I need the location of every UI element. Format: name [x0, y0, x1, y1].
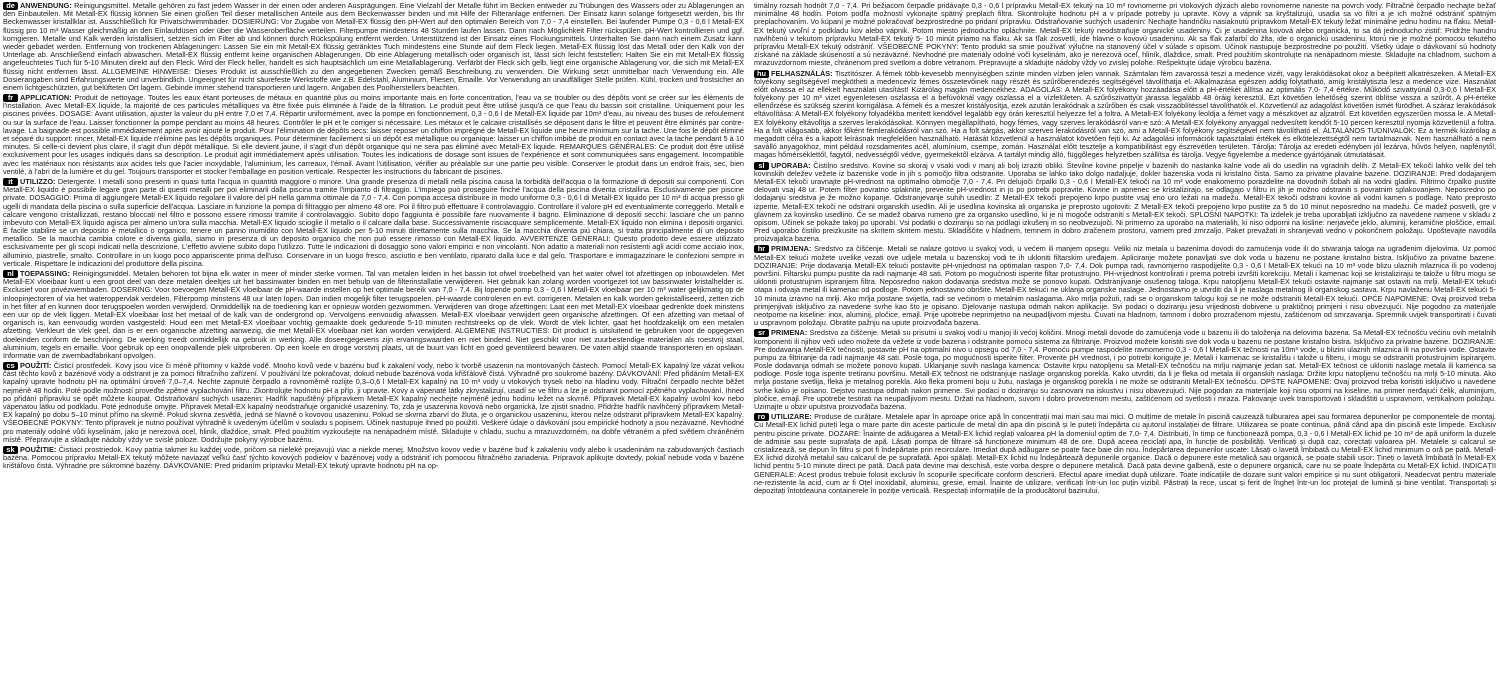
section-text-ro: Produse de curățare. Metalele apar în aproape orice apă în concentrații mai mari sau mai mici. O mulțime de metale în piscină cauzează tulburarea apei sau formarea depunerilor pe componentele de montaj. Cu Metall-EX lichid puteți lega o mare parte din aceste particule de metal din apa din piscină și le puteți îndepărta cu ajutorul instalației de filtrare. Utilizarea se poate continua, până când apa din piscină este limpede. Exclusiv pentru piscine private. DOZARE: Înainte de adăugarea a Metall-EX lichid reglați valoarea pH la domeniul optim de 7,0- 7,4. Distribuiți, în timp ce funcționează pompa, 0,3 - 0,6 l Metall-EX lichid pe 10 m³ de apă uniform la duzele de admisie sau peste suprafața de apă. Lăsați pompa de filtrare să funcționeze minimum 48 de ore. După aceea reciclați apa, în funcție de posibilități. Verificați și după caz, corectați valoarea pH. Metalele și calcarul se cristalizează, se depun în filtru și pot fi îndepărtate prin recirculare. Imediat după adăugare se poate face baie din nou. Îndepărtarea depunerilor uscate: Lăsați o lavetă îmbibată cu Metall-EX lichid minimum o oră pe pată. Metall-EX lichid dizolvă metalul sau calcarul de pe suprafață. Apoi spălați. Metall-EX lichid nu îndepărtează depunerile organice. Dacă o depunere este metalică sau organică, se poate stabili ușor: Țineți o lavetă îmbibată în Metall-EX lichid pentru 5-10 minute direct pe pată. Dacă pata devine mai deschisă, este vorba despre o depunere metalică. Dacă pata devine galbenă, este o depunere organică, care nu se poate îndepărta cu Metall-EX lichid. INDICAȚII GENERALE: Acest produs trebuie folosit exclusiv în scopurile specificate conform descrierii. Efectul apare imediat după utilizare. Toate indicațiile de dozare sunt valori empirice și nu sunt obligatorii. Neadecvat pentru materiale ne-rezistente la acid, cum ar fi Oțel inoxidabil, aluminiu, gresie, email. Înainte de utilizare, verificați într-un loc puțin vizibil. Păstrați la rece, uscat și ferit de îngheț într-un loc protejat de lumină și bine ventilat. Transportați și depozitați întotdeauna containerele în poziție verticală. Respectați informațiile de la producătorul bazinului.: [754, 412, 1496, 495]
section-sk: [3, 446, 744, 471]
section-fr: [3, 94, 744, 176]
section-text-cs: Čisticí prostředek. Kovy jsou více či méně přítomny v každé vodě. Mnoho kovů vede v bazénu buď k zakalení vody, nebo k tvorbě usazenin na montovaných částech. Pomocí Metall-EX kapalný lze vázat velkou část těchto kovů z bazénové vody a odstranit je za pomoci filtračního zařízení. V používání lze pokračovat, dokud nebude bazénová voda křišťálově čistá. Výhradně pro soukromé bazény. DÁVKOVÁNÍ: Před přidáním Metall-EX kapalný upravte hodnotu pH na optimální úroveň 7,0–7,4. Nechte zapnuté čerpadlo a rovnoměrně rozlijte 0,3–0,6 l Metall-EX kapalný na 10 m³ vody u vtokových trysek nebo na hladinu vody. Filtrační čerpadlo nechte běžet nejméně 48 hodin. Poté podle možností proveďte zpětné vyplachování filtru. Zkontrolujte hodnotu pH a příp. ji upravte. Kovy a vápenaté látky zkrystalizují, usadí se ve filtru a lze je odstranit pomocí zpětného vyplachování. Ihned po přidání přípravku se opět můžete koupat. Odstraňování suchých usazenin: Hadřík napuštěný přípravkem Metall-EX kapalný nechejte nejméně jednu hodinu ležet na skvrně. Přípravek Metall-EX kapalný uvolní kov nebo vápenatou látku od podkladu. Poté jednoduše omyjte. Přípravek Metall-EX kapalný neodstraňuje organické usazeniny. To, zda je usazenina kovová nebo organická, lze zjistit snadno. Přidržte hadřík navlhčený přípravkem Metall-EX kapalný po dobu 5–10 minut přímo na skvrně. Pokud skvrna zesvětlá, jedná se hlavně o kovovou usazeninu. Pokud se skvrna zbarví do žluta, je o organickou usazeninu, kterou nelze odstranit přípravkem Metall-EX kapalný. VŠEOBECNÉ POKYNY: Tento přípravek je nutno používat výhradně k uvedeným účelům v souladu s popisem. Účinek nastupuje ihned po použití. Veškeré údaje o dávkování jsou empirické hodnoty a jsou nezávazné. Nevhodné pro materiály odolné vůči kyselinám, jako je nerezová ocel, hliník, dlaždice, smalt. Před použitím vyzkoušejte na nenápadném místě. Skladujte v chladu, suchu a mrazuvzdorném, na dobře větraném a před světlem chráněném místě. Přepravujte a skladujte nádoby vždy ve svislé poloze. Dodržujte pokyny výrobce bazénu.: [3, 361, 744, 444]
language-badge-cs: cs: [3, 362, 18, 370]
section-heading-hu: FELHASZNÁLÁS:: [771, 68, 833, 78]
section-sk-continuation: timálny rozsah hodnôt 7,0 - 7,4. Pri bežiacom čerpadle pridávajte 0,3 - 0,6 l prípravku Metall-EX tekutý na 10 m³ rovnomerne pri vtokových dýzach alebo rovnomerne naneste na povrch vody. Filtračné čerpadlo nechajte bežať minimálne 48 hodín. Potom podľa možností vykonajte spätný preplach filtra. Skontrolujte hodnotu pH a v prípade potreby ju upravte. Kovy a vápnik sa kryštalizujú, usadia sa vo filtri a je ich možné odstrániť spätným preplachovaním. Vo kúpaní je možné pokračovať bezprostredne po pridaní prípravku. Odstraňovanie suchých usadenín: Nechajte handričku nasiaknutú prípravkom Metall-EX tekutý ležať minimálne jednu hodinu na fľaku. Metall-EX tekutý uvoľní z podkladu kov alebo vápnik. Potom miesto jednoducho opláchnite. Metall-EX tekutý neodstraňuje organické usadeniny. Či je usadenina kovová alebo organická, to sa dá jednoducho zistiť: Pridržte handru navlhčenú v tekutom prípravku Metall-EX tekutý 5- 10 minút priamo na fľaku. Ak sa fľak zosvetlí, ide hlavne o kovovú usadeninu. Ak sa fľak zafarbí do žlta, ide o organickú usadeninu, ktorú nie je možné pomocou tekutého prípravku Metall-EX tekutý odstrániť. VŠEOBECNÉ POKYNY: Tento produkt sa smie používať výlučne na stanovený účel v súlade s opisom. Účinok nastupuje bezprostredne po použití. Všetky údaje o dávkovaní sú hodnoty získané na základe skúseností a sú nezáväzné. Nevhodné pre materiály odolné voči kyselinám, ako je nerezová oceľ, hliník, dlaždice, smalt. Pred použitím skontrolujte na nenápadnom mieste. Skladujte na chladnom, suchom a mrazuvzdornom mieste, chránenom pred svetlom a dobre vetranom. Prepravujte a skladujte nádoby vždy vo zvislej polohe. Rešpektujte údaje výrobcu bazéna.: [754, 2, 1496, 68]
section-heading-sr: PRIMENA:: [771, 328, 808, 338]
section-text-fr: Produit de nettoyage. Toutes les eaux étant porteuses de métaux en quantité plus ou moins importante mais en forte concentration, l'eau va se troubler ou des dépôts vont se créer sur les éléments de l'installation. Avec Metall-EX liquide, la majorité de ces particules métalliques va être fixée puis éliminée à l'aide de la filtration. Le produit peut être utilisé jusqu'à ce que l'eau du bassin soit cristalline. Uniquement pour les piscines privées. DOSAGE: Avant utilisation, ajuster la valeur du pH entre 7,0 et 7,4. Répartir uniformément, avec la pompe en fonctionnement, 0,3 - 0,6 l de Metall-EX liquide par 10m³ d'eau, au niveau des buses de refoulement ou sur la surface de l'eau. Laisser fonctionner la pompe pendant au moins 48 heures. Contrôler le pH et le corriger si nécessaire. Les métaux et le calcaire cristallisés se déposent dans le filtre et peuvent être éliminés par contre-lavage. La baignade est possible immédiatement après avoir ajouté le produit. Pour l'élimination de dépôts secs: laisser reposer un chiffon imprégné de Metall-EX liquide une heure minimum sur la tache. Une fois le dépôt éliminé et séparé du support: rincer. Metall-EX liquide n'élimine pas les dépôts organiques. Pour déterminer facilement si un dépôt est métallique ou organique: laisser un chiffon imbibé de produit en contact avec la tache pendant 5 à 10 minutes. Si celle-ci devient plus claire, il s'agit d'un dépôt métallique. Si elle devient jaune, il s'agit d'un dépôt organique qui ne sera pas éliminé avec Metall-EX liquide. REMARQUES GÉNÉRALES: Ce produit doit être utilisé exclusivement pour les usages indiqués dans sa description. Le produit agit immédiatement après utilisation. Toutes les indications de dosage sont issues de l'expérience et sont communiquées sans engagement. Incompatible avec les matériaux non résistants aux acides tels que l'acier inoxydable, l'aluminium, les carreaux, l'émail. Avant l'utilisation, vérifier au préalable sur une partie peu visible. Conserver le produit dans un endroit frais, sec, bien ventilé, à l'abri de la lumière et du gel. Toujours transporter et stocker l'emballage en position verticale. Respecter les instructions du fabricant de piscines.: [3, 93, 744, 176]
section-heading-sk: POUŽITIE:: [20, 444, 57, 454]
section-heading-hr: PRIMJENA:: [771, 244, 812, 254]
section-text-sr: Sredstvo za čišćenje. Metali su prisutni u svakoj vodi u manjoj ili većoj količini. Mnogi metali dovode do zamućenja vode u bazenu ili do taloženja na delovima bazena. Sa Metall-EX tečnošću većinu ovih metalnih komponenti ili njihov veći udeo možete da vežete iz vode bazena i odstranite pomoću sistema za filtriranje. Proizvod možete koristiti sve dok voda u bazenu ne postane kristalno bistra. Isključivo za privatne bazene. DOZIRANJE: Pre dodavanja Metall-EX tečnosti, postavite pH na optimalni nivo u opsegu od 7,0 - 7,4. Pomoću pumpe raspodelite ravnomerno 0,3 - 0,6 l Metall-EX tečnosti na 10m³ vode, u blizini ulaznih mlaznica ili na površini vode. Ostavite pumpu za filtriranje da radi najmanje 48 sati. Posle toga, po mogućnosti isperite filter. Proverite pH vrednost, i po potrebi korigujte je. Metali i kamenac se kristališu i talože u filteru, i mogu se odstraniti protustrujnim ispiranjem. Posle dodavanja odmah se možete ponovo kupati. Uklanjanje suvih naslaga kamenca: Ostavite krpu natopljenu sa Metall-EX tečnošću na mrlju najmanje jedan sat. Metall-EX tečnost ce ukloniti naslage metala ili kamenca sa podloge. Posle toga isperite tretiranu površinu. Metall-EX tečnost ne odstranjuje naslage organskog porekla. Kako utvrditi, da li je fleka od metala ili organskih naslaga: Držite krpu natopljenu tečnošću na mrlji 5-10 minuta. Ako mrlja postane svetlija, fleka je metalnog porekla. Ako fleka promeni boju u žutu, naslaga je organskog porekla i ne može se odstraniti Metall-EX tečnošću. OPŠTE NAPOMENE: Ovaj proizvod treba koristiti isključivo u navedene svrhe kako je opisano. Dejstvo nastupa odmah nakon primene. Svi podaci o doziranju su zasnovani na iskustvu i nisu obavezujući. Nije pogodan za materijale koji nisu otporni na kiseline, na primer nerđajući čelik, aluminijum, pločice, emajl. Pre upotrebe testirati na neupadljivom mestu. Držati na hladnom, suvom i dobro provetrenom mestu, zaštićenom od svetlosti i mraza. Pakovanje uvek transportovati i skladištiti u uspravnom, vertikalnom položaju. Uzimajte u obzir uputstva proizvođača bazena.: [754, 328, 1496, 411]
language-badge-ro: ro: [754, 413, 769, 421]
section-heading-nl: TOEPASSING:: [20, 269, 70, 278]
section-heading-cs: POUŽITÍ:: [20, 361, 52, 371]
section-sl: [754, 162, 1496, 244]
section-de: [3, 2, 744, 92]
language-badge-sl: sl: [754, 162, 769, 170]
right-column: [754, 2, 1496, 677]
section-cs: [3, 362, 744, 444]
section-heading-de: ANWENDUNG:: [20, 2, 72, 10]
section-heading-sl: UPORABA:: [771, 160, 811, 170]
language-badge-nl: nl: [3, 270, 18, 278]
section-heading-it: UTILIZZO:: [20, 176, 56, 186]
section-sr: [754, 329, 1496, 411]
language-badge-hu: hu: [754, 70, 769, 78]
section-hu: [754, 70, 1496, 160]
section-heading-ro: UTILIZARE:: [771, 412, 812, 422]
language-badge-fr: fr: [3, 94, 18, 102]
language-badge-sk: sk: [3, 446, 18, 454]
section-text-nl: Reinigingsmiddel. Metalen behoren tot bijna elk water in meer of minder sterke vormen. Tal van metalen leiden in het bassin tot ofwel troebelheid van het water ofwel tot afzettingen op inbouwdelen. Met Metall-EX vloeibaar kunt u een groot deel van deze metalen deeltjes uit het bassinwater binden en met behulp van de filterinstallatie verwijderen. Het gebruik kan zolang worden voortgezet tot uw bassinwater kristalhelder is. Exclusief voor privézwembaden. DOSERING: Voor toevoegen Metall-EX vloeibaar de pH-waarde instellen op het optimale bereik van 7,0 - 7,4. Bij lopende pomp 0,3 - 0,6 l Metall-EX vloeibaar per 10 m³ water gelijkmatig op de inloopinjectoren of via het wateroppervlak verdelen. Filterpomp minstens 48 uur laten lopen. Dan indien mogelijk filter terugspoelen. pH-waarde controleren en evt. corrigeren. Metalen en kalk worden gekristalliseerd, zetten zich in het filter af en kunnen door terugspoelen worden verwijderd. Onmiddellijk na de toediening kan er opnieuw worden gezwommen. Verwijderen van droge afzettingen: Laat een met Metall-EX vloeibaar gedrenkte doek minstens een uur op de vlek liggen. Metall-EX vloeibaar lost het metaal of de kalk van de ondergrond op. Vervolgens eenvoudig afwassen. Metall-EX vloeibaar verwijdert geen organische afzettingen. Of een afzetting van metaal of organisch is, kan eenvoudig worden vastgesteld: Houd een met Metall-EX vloeibaar vochtig gemaakte doek gedurende 5-10 minuten rechtstreeks op de vlek. Wordt de vlek lichter, gaat het hoofdzakelijk om een metalen afzetting. Verkleurt de vlek geel, dan is er een organische afzetting aanwezig, die met Metall-EX vloeibaar niet kan worden verwijderd. ALGEMENE INSTRUCTIES: Dit product is uitsluitend te gebruiken voor de opgegeven doeleinden conform de beschrijving. De werking treedt onmiddellijk na gebruik in werking. Alle doseergegevens zijn ervaringswaarden en niet bindend. Niet geschikt voor niet zuurbestendige materialen als roestvrij staal, aluminium, tegels en emaille. Voor gebruik op een onopvallende plek uitproberen. Op een koele en droge vorstvrij plaats, uit de buurt van licht en goed geventileerd bewaren. De vaten altijd staande transporteren en opslaan. Informatie van de zwembadfabrikant opvolgen.: [3, 269, 744, 360]
left-column: [3, 2, 744, 677]
section-ro: [754, 413, 1496, 495]
section-text-sk: Čistiaci prostriedok. Kovy patria takmer ku každej vode, pričom sa nieleké prejavujú viac a niekde menej. Množstvo kovov vedie v bazéne buď k zakaleniu vody alebo k usadeninám na zabudovaných častiach bazéna. Pomocou prípravku Metall-EX tekutý môžete naviazať veľkú časť týchto kovových podielov v bazénovej vody a odstrániť ich pomocou filtračného zariadenia. Prípravok aplikujte dovtedy, pokiaľ nebude voda v bazéne krištáľovo čistá. Výhradne pre súkromné bazény. DÁVKOVANIE: Pred pridaním prípravku Metall-EX tekutý upravte hodnotu pH na op-: [3, 444, 744, 471]
section-heading-fr: APPLICATION:: [20, 93, 72, 103]
section-text-de: Reinigungsmittel. Metalle gehören zu fast jedem Wasser in der einen oder anderen Ausprägungen. Eine Vielzahl der Metalle führt im Becken entweder zu Trübungen des Wassers oder zu Ablagerungen an den Einbauteilen. Mit Metall-EX flüssig können Sie einen großen Teil dieser metallischen Anteile aus dem Beckenwasser binden und mit Hilfe der Filteranlage entfernen. Der Einsatz kann solange fortgesetzt werden, bis Ihr Beckenwasser kristallklar ist. Ausschließlich für Privatschwimmbäder. DOSIERUNG: Vor Zugabe von Metall-EX flüssig den pH-Wert auf den optimalen Bereich von 7,0 - 7,4 einstellen. Bei laufender Pumpe 0,3 - 0,6 l Metall-EX flüssig pro 10 m³ Wasser gleichmäßig an den Einlaufdüsen oder über die Wasseroberfläche verteilen. Filterpumpe mindestens 48 Stunden laufen lassen. Dann nach Möglichkeit Filter rückspülen. pH-Wert kontrollieren und ggf. korrigieren. Metalle und Kalk werden kristallisiert, setzen sich im Filter ab und können durch Rückspülung entfernt werden. Unterstützend ist der Einsatz eines Flockungsmittels. Unterhalten Sie dann nach einem Zusatz kann wieder gebadet werden. Entfernung von trockenen Ablagerungen: Lassen Sie ein mit Metall-EX flüssig getränktes Tuch mindestens eine Stunde auf dem Fleck liegen. Metall-EX flüssig löst das Metall oder den Kalk von der Unterlage ab. Anschließend einfach abwaschen. Metall-EX flüssig entfernt keine organischen Ablagerungen. Ob eine Ablagerung metallisch oder organisch ist, lässt sich leicht feststellen: Halten Sie ein mit Metall-EX flüssig angefeuchtetes Tuch für 5-10 Minuten direkt auf den Fleck. Wird der Fleck heller, handelt es sich hauptsächlich um eine Metallablagerung. Verfärbt der Fleck sich gelb, liegt eine organische Ablagerung vor, die sich mit Metall-EX flüssig nicht entfernen lässt. ALLGEMEINE HINWEISE: Dieses Produkt ist ausschließlich zu den angegebenen Zwecken gemäß Beschreibung zu verwenden. Die Wirkung setzt unmittelbar nach Verwendung ein. Alle Dosierangaben sind Erfahrungswerte und unverbindlich. Ungeeignet für nicht säurefeste Werkstoffe wie z.B. Edelstahl, Aluminium, Fliesen, Emaille. Vor Verwendung an unauffälliger Stelle prüfen. Kühl, trocken und frostsicher an einem lichtgeschützten, gut belüfteten Ort lagern. Gebinde immer stehend transportieren und lagern. Angaben des Poolherstellers beachten.: [3, 2, 744, 92]
language-badge-it: it: [3, 178, 18, 186]
language-badge-sr: sr: [754, 329, 769, 337]
section-nl: [3, 270, 744, 360]
language-badge-de: de: [3, 2, 18, 10]
section-text-sl: Čistilno sredstvo. Kovine so skoraj v vsaki vodi v manj ali bolj izraziti obliki. Številne kovine pripelje v bazenih do nastanka kalne vode ali do usedlin na vgradnih delih. Z Metall-EX tekoči lahko velik del teh kovinskih deležev vežete iz bazenske vode in jih s pomočjo filtra odstranite. Uporaba se lahko tako dolgo nadaljuje, dokler bazenska voda ni kristalno čista. Samo za privatne plavalne bazene. DOZIRANJE: Pred dodajanjem Metall-EX tekoči uravnajte pH-vrednost na optimalno območje 7,0 - 7,4. Pri delujoči črpalki 0,3 - 0,6 l Metall-EX tekoči na 10 m³ vode enakomerno porazdelite na dovodnih šobah ali na vodni gladini. Filtrirno črpalko pustite delovati vsaj 48 ur. Potem filter povratno splaknite, preverite pH-vrednost in jo po potrebi popravite. Kovine in apnenec se kristalizirajo, se odlagajo v filtru in jih je možno odstraniti s povratnim splakovanjem. Neposredno po dodajanju sredstva je že možno kopanje. Odstranjevanje suhih usedlin: Z Metall-EX tekoči prepojeno krpo pustite vsaj eno uro ležati na madežu. Metall-EX tekoči odstrani kovine ali vodni kamen s podlage. Nato preprosto izperite. Metall-EX tekoči ne odstrani organskih usedlin. Ali je usedlina kovinska ali organska je preprosto ugotoviti: Z Metall-EX tekoči prepojeno krpo pustite za 5 do 10 minut neposredno na madežu. Če madež posvetli, gre v glavnem za kovinsko usedlino. Če se madež obarva rumeno gre za organsko usedlino, ki je ni mogoče odstraniti s Metall-EX tekoči. SPLOŠNI NAPOTKI: Ta izdelek je treba uporabljati izključno za navedene namene v skladu z opisom. Učinek se pokaže takoj po uporabi. Vsi podatki o doziranju so na podlagi izkušenj in so neobvezujoči. Ni primerno za uporabo na materialih, ki niso odporni na kisline: nerjaveče jeklo, aluminij, keramične ploščice, email. Pred uporabo čistilo preizkusite na skritem skritem mestu. Skladiščite v hladnem, temnem in dobro zračenem prostoru, varnem pred zmrzaljo. Paket prevažati in shranjevati vedno v pokončnem položaju. Upoštevajte navodila proizvajalca bazena.: [754, 160, 1496, 244]
section-hr: [754, 245, 1496, 327]
section-it: [3, 178, 744, 268]
section-text-hr: Sredstvo za čišćenje. Metali se nalaze gotovo u svakoj vodi, u većem ili manjem opsegu. Veliki niz metala u bazenima dovodi do zamućenja vode ili do stvaranja taloga na ugrađenim dijelovima. Uz pomoć Metall-EX tekući možete uvelike vezati ove udjele metala u bazenskoj vodi te ih ukloniti filtarskim uređajem. Apliciranje možete ponavljati sve dok voda u bazenu ne postane kristalno bistra. Isključivo za privatne bazene. DOZIRANJE: Prije dodavanja Metall-EX tekući postavite pH-vrijednost na optimalan raspon 7,0- 7,4. Dok pumpa radi, ravnomjerno raspodijelite 0,3 - 0,6 l Metall-EX tekući na 10 m³ vode blizu ulaznih mlaznica ili po vodenoj površini. Filtarsku pumpu pustite da radi najmanje 48 sati. Potom po mogućnosti isperite filtar protustrujno. PH-vrijednost kontrolirati i prema potrebi izvršiti korekciju. Metali i kamenac koji se kristaliziraju te talože u filtru mogu se ukloniti protustrujnim ispiranjem filtra. Neposredno nakon dodavanja sredstva može se ponovo kupati. Odstranjivanje osušenog taloga. Krpu natopljenu Metall-EX tekući ostavite najmanje sat ostaviti na mrlji. Metall-EX tekući otapa i odvaja metal ili kamenac od podloge. Potom jednostavno obrišite. Metall-EX tekući ne uklanja organske naslage. Jednostavno je utvrditi da li je naslaga metalnog ili organskog sastava. Krpu navlaženu Metall-EX tekući 5-10 minuta izravno na mrlji. Ako mrlja postane svijetla, radi se većinom o metalnim naslagama. Ako mrlja požuti, radi se o organskom talogu koji se ne može odstraniti Metall-EX tekući. OPĆE NAPOMENE: Ovaj proizvod treba primjenjivati isključivo za navedene svrhe kao što je opisano. Djelovanje nastupa odmah nakon aplikacije. Svi podaci o doziranju jesu vrijednosti dobivene u praktičnoj primjeni i nisu obvezujući. Nije pogodno za materijale neotporne na kiseline: inox, aluminij, pločice, emajl. Prije upotrebe neprimjetno na neupadljivom mjestu. Čuvati na hladnom, tamnom i dobro prozračenom mjestu, zaštićenom od smrzavanja. Spremnik uvijek transportirati i čuvati u uspravnom položaju. Obratite pažnju na upute proizvođača bazena.: [754, 244, 1496, 328]
section-text-it: Detergente. I metalli sono presenti in quasi tutta l'acqua in quantità maggiore o minore. Una grande presenza di metalli nella piscina causa la torbidità dell'acqua o la formazione di depositi sui componenti. Con Metall-EX liquido è possibile legare gran parte di questi metalli per poi eliminarli dalla piscina tramite l'impianto di filtraggio. L'impiego può proseguire finché l'acqua della piscina diventa cristallina. Esclusivamente per piscine private. DOSAGGIO: Prima di aggiungere Metall-EX liquido regolare il valore del pH nella gamma ottimale da 7,0 - 7,4. Con pompa accesa distribuire in modo uniforme 0,3 - 0,6 l di Metall-EX liquido per 10 m³ di acqua presso gli ugelli di mandata della piscina o sulla superficie dell'acqua. Lasciare in funzione la pompa di filtraggio per almeno 48 ore. Poi il filtro può effettuare il controlavaggio. Controllare il valore pH ed eventualmente correggerlo. Metalli e calcare vengono cristallizzati, restano bloccati nel filtro e possono essere rimossi tramite il controlavaggio. Subito dopo l'aggiunta è possibile fare nuovamente il bagno. Eliminazione di depositi secchi: lasciare che un panno imbevuto con Metall-EX liquido agisca per almeno un'ora sulla macchia. Metall-EX liquido scioglie il metallo o il calcare dalla base. Successivamente risciacquare semplicemente. Metall-EX liquido non elimina i depositi organici. È facile stabilire se un deposito è metallico o organico: tenere un panno inumidito con Metall-EX liquido per 5-10 minuti direttamente sulla macchia. Se la macchia diventa più chiara, si tratta principalmente di un deposito metallico. Se la macchia cambia colore e diventa gialla, siamo in presenza di un deposito organico che non può essere rimosso con Metall-EX liquido. AVVERTENZE GENERALI: Questo prodotto deve essere utilizzato esclusivamente per gli scopi indicati nella descrizione. L'effetto avviene subito dopo l'utilizzo. Tutte le indicazioni di dosaggio sono valori empirici e non vincolanti. Non adatto a materiali non resistenti agli acidi come acciaio inox, alluminio, piastrelle, smalto. Controllare in un luogo poco appariscente prima dell'uso. Conservare in un luogo fresco, asciutto e ben ventilato, riparato dalla luce e dal gelo. Trasportare e immagazzinare le confezioni sempre in verticale. Rispettare le indicazioni del produttore della piscina.: [3, 176, 744, 268]
language-badge-hr: hr: [754, 245, 769, 253]
section-text-hu: Tisztítószer. A fémek több-kevesebb mennyiségben szinte minden vízben jelen vannak. Számtalan fém zavarossá teszi a medence vizét, vagy lerakódásokat okoz a beépített alkatrészeken. A Metall-EX folyékony segítségével megkötheti a medencevíz fémes összetevőinek nagy részét és szűrőberendezés segítségével távolíthatja el. Alkalmazása egészen addig folytatható, amíg kristálytiszta lesz a medence vize. Használat előtt olvassa el az ellékelt használati utasítást! Kizárólag magán medencékhez. ADAGOLÁS: A Metall-EX folyékony hozzáadása előtt a pH-értékét állítsa az optimális 7,0- 7,4 értékre. Működő szivattyúnál 0,3-0,6 l Metall-EX folyékony per 10 m³ vizet egyenletesen oszlassa el a befúvóknál vagy oszlassa el a vízfelületen. A szűrőszivattyút járassa legalább 48 óráig keresztül. Ezt követően lehetőség szerint öblítse vissza a szűrőt. A pH-értéke ellenőrzése és szükség szerint korrigálása. A fémek és a meszet kristályosítja, ezek azután lerakódnak a szűrőben és csak visszaöblítéssel távolíthatók el. Közvetlenül az adagolást követően ismét fürödhet. A száraz lerakódások eltávolítása: A Metall-EX folyékony folyadékba meritett kendővel legalább egy órán keresztül helyezze fel a foltra. A Metall-EX folyékony leoldja a fémet vagy a mészkövet az aljzatról. Ezt követően egyszerűen mossa le. A Metall-EX folyékony eltávolítja a szerves lerakódásokat. Könnyen megállapítható, hogy fémes, vagy szerves lerakódásról van-e szó: A Metall-EX folyékony anyaggal nedvesített kendőt 5-10 percen keresztül nyomja közvetlenül a foltra. Ha a folt világosabb, akkor főként fémlerakódásról van szó. Ha a folt sárgás, akkor szerves lerakódásról van szó, ami a Metall-EX folyékony segítségével nem távolítható el. ÁLTALÁNOS TUDNIVALÓK: Ez a termék kizárólag a megadott célra és a kapott leírásnak megfelelően használható. Hatását közvetlenül a használatot követően fejti ki. Az adagolási információk tapasztalati értékek és elkötelezettségtől nem tartalmaznak. Nem használható a nem saválló anyagokhoz, mint például rozsdamentes acél, alumínium, csempe, zomán. Használat előtt tesztelje a kompatibilitást egy észrevétlen területen. Tárolja: Tárolja az eredeti edényben jól lezárva, hűvös helyen, napfénytől, magas hőmérséklettől, fagytól, nedvességtől védve, gyermekektől elzárva. A tartályt mindig álló, függőleges helyzetben szállítsa és tárolja. Vegye figyelembe a medence gyártójának útmutatásait.: [754, 68, 1496, 160]
